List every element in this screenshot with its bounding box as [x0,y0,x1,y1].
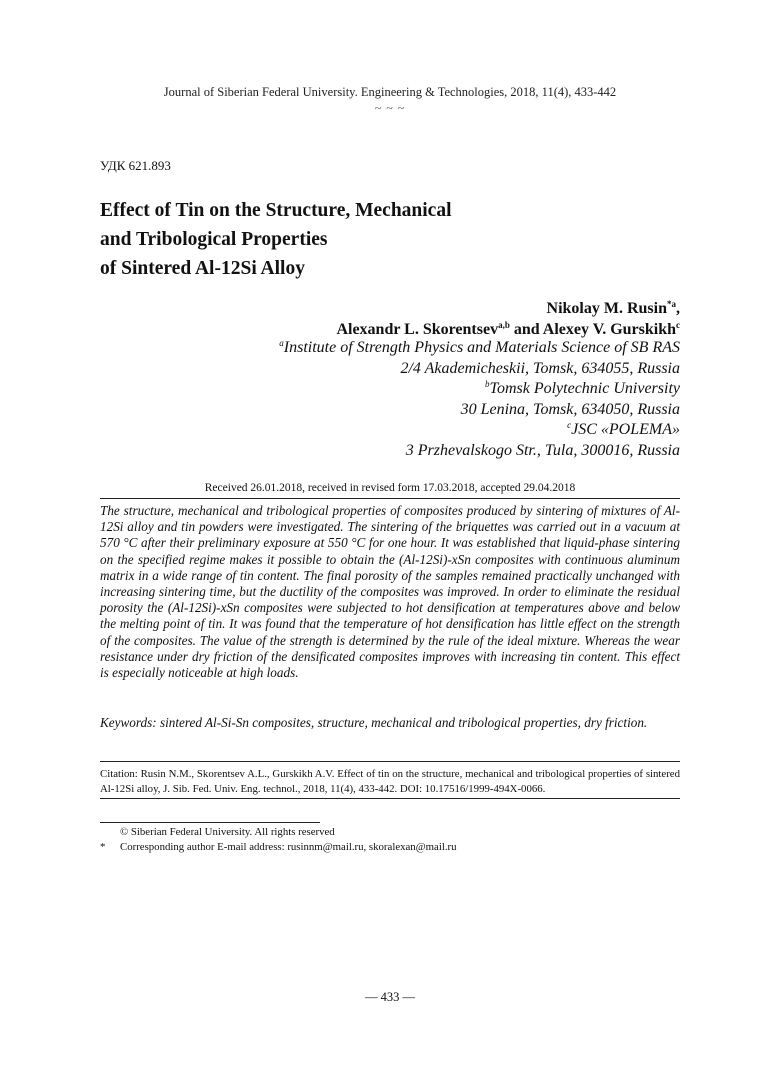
affiliation-text: Tomsk Polytechnic University [489,380,680,397]
footnote-mark: * [100,841,106,853]
journal-header: Journal of Siberian Federal University. Engineering & Technologies, 2018, 11(4), 433-442 [163,85,617,99]
rule-below-citation [100,798,680,799]
affiliation-sup: b [485,379,490,389]
affiliation-c-address: 3 Przhevalskogo Str., Tula, 300016, Russia [405,441,680,459]
affiliation-b-name [279,379,680,400]
keywords: Keywords: sintered Al-Si-Sn composites, structure, mechanical and tribological properties, dry friction. [100,715,648,730]
author-sup: c [676,320,680,330]
citation: Citation: Rusin N.M., Skorentsev A.L., Gurskikh A.V. Effect of tin on the structure, mechanical and tribological properties of sintered Al-12Si alloy, J. Sib. Fed. Univ. Eng. technol., 2018, 11(4), 433-442. DOI: 10.17516/1999-494X-0066. [100,768,680,795]
author-rusin: Nikolay M. Rusin [546,300,667,317]
footnote-corresponding [100,841,457,853]
author-sup: a,b [498,320,510,330]
author-join: and [509,321,543,338]
author-block [336,298,680,340]
header-separator: ~ ~ ~ [374,101,406,115]
affiliation-block [279,338,680,461]
author-sup: *a [667,299,676,309]
affiliation-text: Institute of Strength Physics and Materials Science of SB RAS [283,339,680,356]
author-skorentsev: Alexandr L. Skorentsev [336,321,499,338]
affiliation-a-address: 2/4 Akademicheskii, Tomsk, 634055, Russia [400,359,680,377]
affiliation-sup: a [279,338,284,348]
author-line-2 [336,319,680,340]
author-gurskikh: Alexey V. Gurskikh [542,321,676,338]
rule-above-abstract [100,498,680,499]
title-line: and Tribological Properties [100,229,328,250]
author-line-1 [336,298,680,319]
affiliation-text: JSC «POLEMA» [571,421,680,438]
page-number: — 433 — [365,990,415,1004]
rule-above-citation [100,761,680,762]
footnote-copyright: © Siberian Federal University. All rights reserved [120,826,335,838]
received-dates: Received 26.01.2018, received in revised form 17.03.2018, accepted 29.04.2018 [204,482,576,494]
affiliation-sup: c [567,420,572,430]
abstract: The structure, mechanical and tribological properties of composites produced by sintering of mixtures of Al-12Si alloy and tin powders were investigated. The sintering of the briquettes was carried out in a vacuum at 570 °C after their preliminary exposure at 550 °C for one hour. It was established that liquid-phase sintering on the specified regime makes it possible to obtain the (Al-12Si)-xSn composites with continuous aluminum matrix in a wide range of tin content. The final porosity of the samples remained practically unchanged with increasing sintering time, but the ductility of the composites was improved. In order to eliminate the residual porosity the (Al-12Si)-xSn composites were subjected to hot densification at temperatures above and below the melting point of tin. It was found that the temperature of hot densification has little effect on the strength of the composites. The value of the strength is determined by the rule of the ideal mixture. Whereas the wear resistance under dry friction of the densificated composites improves with increasing tin content. This effect is especially noticeable at high loads. [100,503,680,681]
author-separator: , [676,300,680,317]
title-line: Effect of Tin on the Structure, Mechanical [100,200,452,221]
affiliation-c-name [279,420,680,441]
footnote-corresponding-text: Corresponding author E-mail address: rusinnm@mail.ru, skoralexan@mail.ru [120,841,457,853]
footnote-rule [100,822,320,823]
affiliation-a-name [279,338,680,359]
title-line: of Sintered Al-12Si Alloy [100,258,305,279]
affiliation-b-address: 30 Lenina, Tomsk, 634050, Russia [460,400,680,418]
udk-code: УДК 621.893 [100,158,171,173]
paper-title [100,196,660,283]
